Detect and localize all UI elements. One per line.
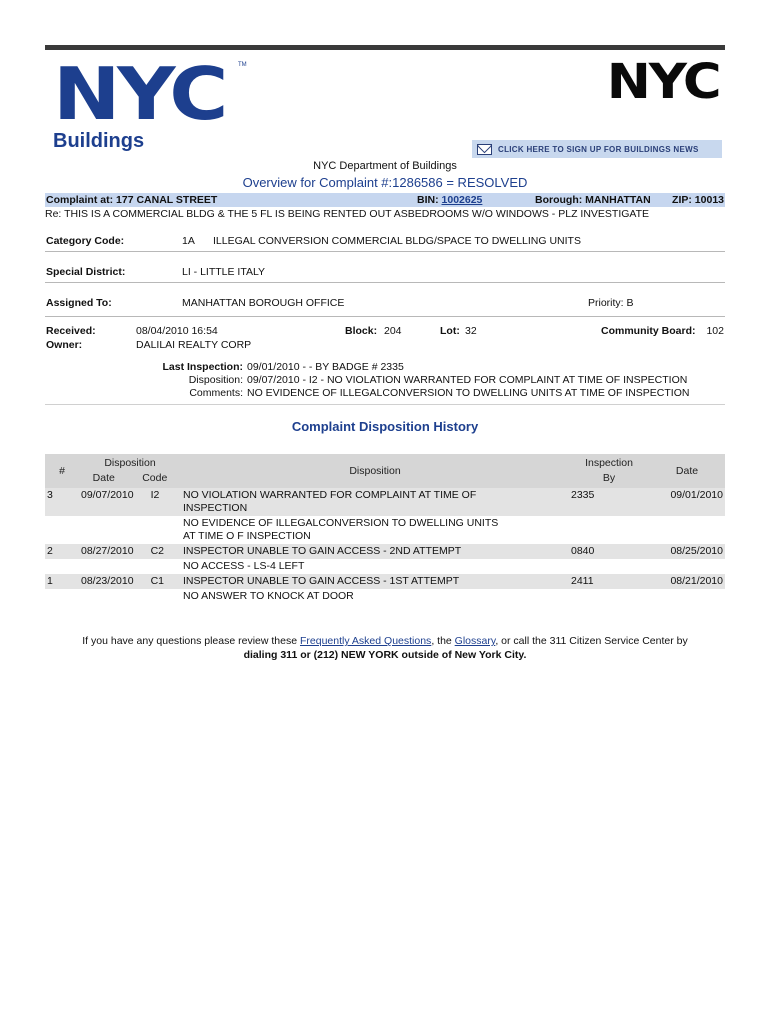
nyc-buildings-logo[interactable]: NYC — [53, 52, 226, 136]
table-header-row — [45, 454, 725, 488]
last-inspection-line — [45, 361, 725, 374]
row-date-code — [79, 488, 181, 516]
row-date: 08/23/2010 — [81, 575, 134, 587]
row-inspector: 2411 — [569, 574, 649, 589]
help-footer — [45, 634, 725, 662]
col-number: # — [45, 454, 79, 488]
disposition-label: Disposition: — [188, 374, 243, 386]
bin-link[interactable]: 1002625 — [441, 194, 483, 206]
disposition-history-table — [45, 454, 725, 604]
lot-label: Lot: — [440, 325, 460, 337]
block-label: Block: — [345, 325, 378, 337]
col-subheaders — [79, 471, 181, 486]
complaint-page — [45, 45, 725, 662]
table-row — [45, 544, 725, 559]
row-disposition: INSPECTOR UNABLE TO GAIN ACCESS - 1ST ATTEMPT — [181, 574, 569, 589]
priority-label: Priority: — [588, 297, 624, 309]
zip-label: ZIP: — [672, 194, 692, 206]
category-description: ILLEGAL CONVERSION COMMERCIAL BLDG/SPACE TO DWELLING UNITS — [213, 235, 581, 247]
row-inspection-date: 08/25/2010 — [649, 544, 725, 559]
col-inspection-label: Inspection — [585, 457, 633, 469]
assigned-label: Assigned To: — [46, 297, 112, 309]
special-district-label: Special District: — [46, 266, 126, 278]
disposition-line — [45, 374, 725, 387]
row-code: I2 — [150, 489, 160, 501]
table-row-comment — [45, 559, 725, 574]
row-disposition: NO VIOLATION WARRANTED FOR COMPLAINT AT TIME OF INSPECTION — [181, 488, 569, 516]
col-disposition: Disposition — [181, 454, 569, 488]
complaint-description: Re: THIS IS A COMMERCIAL BLDG & THE 5 FL IS BEING RENTED OUT ASBEDROOMS W/O WINDOWS - PLZ INVESTIGATE — [45, 208, 650, 220]
borough-value: MANHATTAN — [585, 194, 651, 206]
received-row — [45, 325, 725, 339]
row-number: 1 — [45, 574, 79, 589]
footer-text-mid: , the — [431, 635, 455, 647]
table-row-comment — [45, 516, 725, 544]
faq-link[interactable]: Frequently Asked Questions — [299, 635, 432, 647]
row-inspection-date: 09/01/2010 — [649, 488, 725, 516]
col-disposition-group: Disposition — [104, 457, 156, 469]
owner-value: DALILAI REALTY CORP — [136, 339, 252, 351]
divider — [45, 404, 725, 405]
address-value: 177 CANAL STREET — [116, 194, 218, 206]
divider — [45, 282, 725, 283]
row-disposition: INSPECTOR UNABLE TO GAIN ACCESS - 2ND ATTEMPT — [181, 544, 569, 559]
community-board-label: Community Board: — [601, 325, 696, 337]
last-inspection-value: 09/01/2010 - - BY BADGE # 2335 — [247, 361, 404, 373]
row-code: C2 — [150, 545, 164, 557]
row-code: C1 — [150, 575, 164, 587]
history-title: Complaint Disposition History — [291, 419, 479, 434]
row-date: 09/07/2010 — [81, 489, 134, 501]
table-row-comment — [45, 589, 725, 604]
col-inspection-date: Date — [649, 454, 725, 488]
divider — [45, 316, 725, 317]
address-label: Complaint at: — [46, 194, 114, 206]
row-date-code — [79, 544, 181, 559]
special-district-value: LI - LITTLE ITALY — [182, 266, 266, 278]
glossary-link[interactable]: Glossary — [454, 635, 496, 647]
row-number: 3 — [45, 488, 79, 516]
owner-row — [45, 339, 725, 353]
special-district-row — [45, 266, 725, 280]
received-label: Received: — [46, 325, 96, 337]
category-row — [45, 235, 725, 249]
footer-text-start: If you have any questions please review these — [82, 635, 300, 647]
bin-label: BIN: — [417, 194, 439, 206]
row-comment: NO EVIDENCE OF ILLEGALCONVERSION TO DWELLING UNITS AT TIME O F INSPECTION — [183, 517, 499, 542]
col-date: Date — [92, 472, 115, 484]
table-row — [45, 574, 725, 589]
lot-value: 32 — [465, 325, 477, 337]
nyc-logo[interactable]: NYC — [606, 54, 719, 110]
row-number: 2 — [45, 544, 79, 559]
col-code: Code — [142, 472, 168, 484]
last-inspection-label: Last Inspection: — [162, 361, 243, 373]
row-inspection-date: 08/21/2010 — [649, 574, 725, 589]
row-inspector: 2335 — [569, 488, 649, 516]
community-board-value: 102 — [706, 325, 724, 337]
borough-field — [535, 194, 651, 206]
address-bar — [45, 193, 725, 207]
col-inspection-by — [569, 454, 649, 488]
row-date: 08/27/2010 — [81, 545, 134, 557]
department-name: NYC Department of Buildings — [313, 160, 457, 172]
assigned-row — [45, 297, 725, 311]
priority-field — [588, 297, 634, 309]
signup-label: CLICK HERE TO SIGN UP FOR BUILDINGS NEWS — [498, 144, 699, 154]
row-date-code — [79, 574, 181, 589]
received-value: 08/04/2010 16:54 — [136, 325, 218, 337]
assigned-value: MANHATTAN BOROUGH OFFICE — [182, 297, 345, 309]
category-code: 1A — [182, 235, 195, 247]
last-inspection-block — [45, 361, 725, 400]
block-value: 204 — [384, 325, 402, 337]
disposition-value: 09/07/2010 - I2 - NO VIOLATION WARRANTED FOR COMPLAINT AT TIME OF INSPECTION — [247, 374, 688, 386]
owner-label: Owner: — [46, 339, 83, 351]
row-comment: NO ANSWER TO KNOCK AT DOOR — [183, 590, 354, 602]
footer-text-end: , or call the 311 Citizen Service Center by — [495, 635, 688, 647]
col-disposition-date-code — [79, 454, 181, 488]
page-header — [45, 50, 725, 160]
page-title: Overview for Complaint #:1286586 = RESOLVED — [242, 175, 528, 190]
comments-line — [45, 387, 725, 400]
row-inspector: 0840 — [569, 544, 649, 559]
row-comment: NO ACCESS - LS-4 LEFT — [183, 560, 305, 572]
priority-value: B — [626, 297, 634, 309]
newsletter-signup-link[interactable] — [472, 140, 722, 158]
logo-trademark: TM — [238, 62, 247, 68]
bin-field — [417, 194, 482, 206]
comments-value: NO EVIDENCE OF ILLEGALCONVERSION TO DWELLING UNITS AT TIME OF INSPECTION — [247, 387, 690, 399]
comments-label: Comments: — [189, 387, 243, 399]
divider — [45, 251, 725, 252]
envelope-icon — [477, 144, 492, 155]
logo-subtitle: Buildings — [53, 130, 145, 152]
zip-field — [672, 194, 724, 206]
borough-label: Borough: — [535, 194, 583, 206]
footer-phone-line: dialing 311 or (212) NEW YORK outside of New York City. — [243, 649, 527, 661]
col-by-label: By — [602, 472, 616, 484]
table-row — [45, 488, 725, 516]
zip-value: 10013 — [694, 194, 724, 206]
category-label: Category Code: — [46, 235, 125, 247]
